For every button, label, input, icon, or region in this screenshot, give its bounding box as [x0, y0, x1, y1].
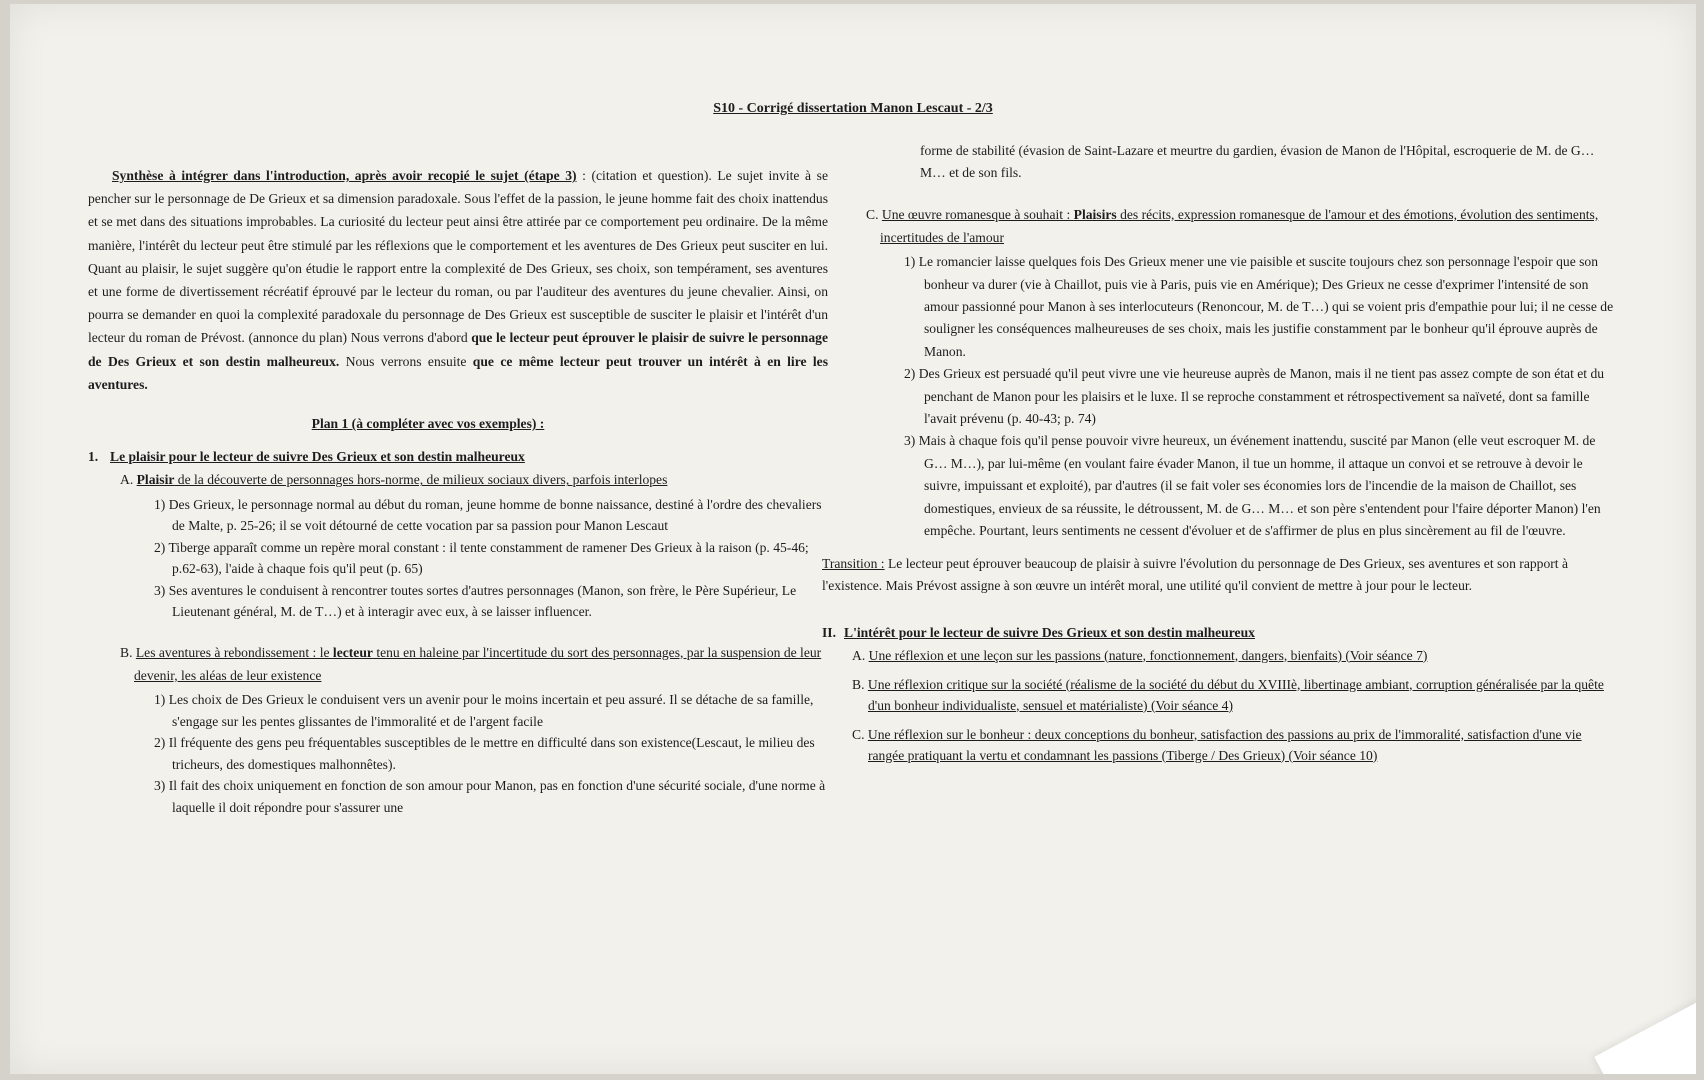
section-1c-bold: Plaisirs — [1073, 206, 1117, 222]
section-2b — [852, 674, 1608, 716]
synthese-bold-2: que ce même lecteur peut trouver un intérêt à en lire les aventures. — [88, 353, 829, 392]
section-2c-text: Une réflexion sur le bonheur : deux conceptions du bonheur, satisfaction des passions au prix de l'immoralité, satisfaction d'une vie rangée pratiquant la vertu et condamnant les passions (Tiberge / Des Grieux) (Voir séance 10) — [867, 726, 1582, 763]
section-2a — [852, 645, 1608, 666]
part-1-title — [88, 445, 828, 468]
section-2c — [852, 724, 1608, 766]
transition-label: Transition : — [822, 555, 885, 571]
transition-paragraph — [822, 553, 1602, 598]
section-1b-bold: lecteur — [332, 644, 373, 660]
list-item: 1) Le romancier laisse quelques fois Des Grieux mener une vie paisible et suscite toujours chez son personnage l'espoir que son bonheur va durer (vie à Chaillot, puis vie à Paris, puis vie en Amérique); Des Grieux ne cesse d'exprimer l'intensité de son amour passionné pour Manon à ses interlocuteurs (Renoncour, M. de T…) qui se voient pris d'empathie pour lui; il ne cesse de souligner les conséquences malheureuses de ses choix, mais les justifie constamment par le bonheur qu'il éprouve auprès de Manon. — [904, 254, 1614, 359]
section-1a-rest: de la découverte de personnages hors-norme, de milieux sociaux divers, parfois interlopes — [174, 472, 668, 488]
section-1c-part-a: Une œuvre romanesque à souhait : — [881, 206, 1074, 222]
section-2b-letter: B. — [852, 676, 868, 692]
list-item: 3) Ses aventures le conduisent à rencontrer toutes sortes d'autres personnages (Manon, son frère, le Père Supérieur, Le Lieutenant général, M. de T…) et à interagir avec eux, à se laisser influencer. — [154, 582, 797, 620]
section-1a-bold: Plaisir — [136, 472, 175, 488]
left-column — [88, 164, 828, 818]
list-item: 3) Il fait des choix uniquement en fonction de son amour pour Manon, pas en fonction d'une sécurité sociale, d'une norme à laquelle il doit répondre pour s'assurer une — [154, 778, 826, 815]
section-1c-part-b: des récits, expression romanesque de l'amour et des émotions, évolution des sentiments, incertitudes de l'amour — [880, 206, 1599, 246]
synthese-text-2: Nous verrons ensuite — [339, 353, 473, 369]
part-2-heading: L'intérêt pour le lecteur de suivre Des Grieux et son destin malheureux — [844, 625, 1255, 641]
plan-title: Plan 1 (à compléter avec vos exemples) : — [311, 416, 545, 432]
list-item: 1) Des Grieux, le personnage normal au début du roman, jeune homme de bonne naissance, destiné à l'ordre des chevaliers de Malte, p. 25-26; il se voit détourné de cette vocation par sa passion pour Manon Lescaut — [154, 496, 822, 534]
folded-corner — [1594, 1001, 1696, 1074]
synthese-paragraph — [88, 164, 828, 396]
section-1b-part-a: Les aventures à rebondissement : le — [135, 644, 333, 660]
part-2-number: II. — [822, 625, 836, 641]
list-item: 1) Les choix de Des Grieux le conduisent vers un avenir pour le moins incertain et peu assuré. Il se détache de sa famille, s'engage sur les pentes glissantes de l'immoralité et de l'argent facile — [154, 692, 814, 729]
section-1c-letter: C. — [866, 206, 882, 222]
section-1b-letter: B. — [120, 644, 136, 660]
right-column — [822, 140, 1622, 774]
section-2c-letter: C. — [852, 726, 868, 742]
section-1b-title — [120, 641, 828, 687]
section-1b-part-b: tenu en haleine par l'incertitude du sort des personnages, par la suspension de leur devenir, les aléas de leur existence — [134, 644, 822, 683]
section-1a-letter: A. — [120, 472, 137, 488]
spacer — [88, 623, 828, 637]
synthese-text-1: : (citation et question). Le sujet invite à se pencher sur le personnage de De Grieux et sa dimension paradoxale. Sous l'effet de la passion, le jeune homme fait des choix inattendus et se met dans des situations improbables. La curiosité du lecteur peut ainsi être attirée par ce comportement peu ordinaire. De la même manière, l'intérêt du lecteur peut être stimulé par les réflexions que le comportement et les aventures de Des Grieux peut susciter en lui. Quant au plaisir, le sujet suggère qu'on étudie le rapport entre la complexité de Des Grieux, ses choix, son tempérament, ses aventures et une forme de divertissement récréatif éprouvé par le lecteur du roman, ou par l'auditeur des aventures du jeune chevalier. Ainsi, on pourra se demander en quoi la complexité paradoxale du personnage de Des Grieux est susceptible de susciter le plaisir et l'intérêt d'un lecteur du roman de Prévost. (annonce du plan) Nous verrons d'abord — [88, 168, 828, 346]
part-1-heading: Le plaisir pour le lecteur de suivre Des Grieux et son destin malheureux — [110, 449, 525, 465]
document-title: S10 - Corrigé dissertation Manon Lescaut - 2/3 — [713, 101, 993, 116]
transition-text: Le lecteur peut éprouver beaucoup de plaisir à suivre l'évolution du personnage de Des Grieux, ses aventures et son rapport à l'existence. Mais Prévost assigne à son œuvre un intérêt moral, une utilité qu'il convient de mettre à jour pour le lecteur. — [822, 555, 1568, 593]
section-2a-text: Une réflexion et une leçon sur les passions (nature, fonctionnement, dangers, bienfaits) (Voir séance 7) — [868, 647, 1428, 663]
list-item: 2) Il fréquente des gens peu fréquentables susceptibles de le mettre en difficulté dans son existence(Lescaut, le milieu des tricheurs, des domestiques malhonnêtes). — [154, 735, 815, 772]
section-1c-title — [866, 203, 1622, 249]
section-2a-letter: A. — [852, 647, 869, 663]
synthese-lead: Synthèse à intégrer dans l'introduction, après avoir recopié le sujet (étape 3) — [112, 168, 577, 183]
list-item: 2) Des Grieux est persuadé qu'il peut vivre une vie heureuse auprès de Manon, mais il ne tient pas assez compte de son état et du penchant de Manon pour les plaisirs et le luxe. Il se reproche constamment et rétrospectivement sa naïveté, dont sa famille l'avait prévenu (p. 40-43; p. 74) — [904, 366, 1605, 427]
section-1b-continued: forme de stabilité (évasion de Saint-Lazare et meurtre du gardien, évasion de Manon de l'Hôpital, escroquerie de M. de G… M… et de son fils. — [920, 143, 1595, 181]
part-1-number: 1. — [88, 449, 99, 465]
document-page — [10, 4, 1696, 1074]
section-2b-text: Une réflexion critique sur la société (réalisme de la société du début du XVIIIè, libertinage ambiant, corruption généralisée par la quête d'un bonheur individualiste, sensuel et matérialiste) (Voir séance 4) — [867, 676, 1604, 713]
list-item: 3) Mais à chaque fois qu'il pense pouvoir vivre heureux, un événement inattendu, suscité par Manon (elle veut escroquer M. de G… M…), par lui-même (en voulant faire évader Manon, il tue un homme, il attaque un convoi et se retrouve à devoir le suivre, impuissant et exploité), par d'autres (il se fait voler ses économies lors de l'incendie de la maison de Chaillot, ses domestiques, envieux de sa réussite, le détroussent, M. de G… M… et son père s'entendent pour l'faire déporter Manon) l'en empêche. Pourtant, leurs sentiments ne cessent d'évoluer et de s'affirmer de plus en plus sincèrement au fil de l'œuvre. — [904, 433, 1601, 539]
section-1a-title — [120, 468, 828, 491]
list-item: 2) Tiberge apparaît comme un repère moral constant : il tente constamment de ramener Des Grieux à la raison (p. 45-46; p.62-63), l'aide à chaque fois qu'il peut (p. 65) — [154, 539, 809, 577]
synthese-bold-1: que le lecteur peut éprouver le plaisir de suivre le personnage de Des Grieux et son destin malheureux. — [88, 330, 828, 369]
part-2-title — [822, 621, 1622, 644]
